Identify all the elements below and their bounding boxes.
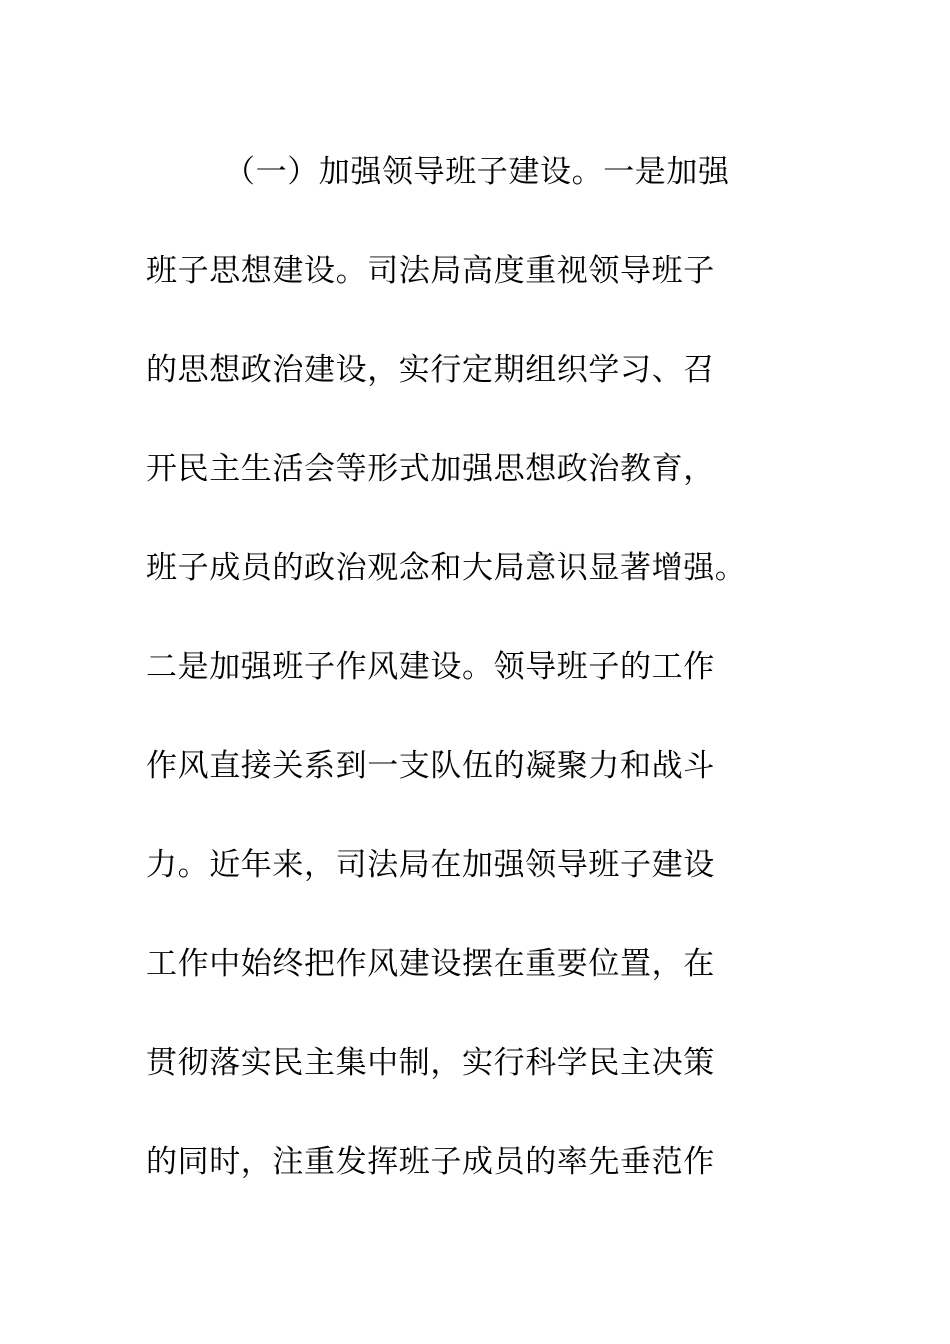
text-line: 作风直接关系到一支队伍的凝聚力和战斗 bbox=[146, 748, 715, 784]
text-line: 开民主生活会等形式加强思想政治教育， bbox=[146, 451, 715, 487]
text-line: 二是加强班子作风建设。领导班子的工作 bbox=[146, 649, 715, 685]
body-paragraph bbox=[146, 123, 806, 1212]
text-line: 的同时，注重发挥班子成员的率先垂范作 bbox=[146, 1144, 715, 1180]
text-line: 贯彻落实民主集中制，实行科学民主决策 bbox=[146, 1045, 715, 1081]
text-line: 的思想政治建设，实行定期组织学习、召 bbox=[146, 352, 715, 388]
text-line: （一）加强领导班子建设。一是加强 bbox=[224, 154, 730, 190]
text-line: 工作中始终把作风建设摆在重要位置，在 bbox=[146, 946, 715, 982]
text-line: 班子成员的政治观念和大局意识显著增强。 bbox=[146, 550, 747, 586]
text-line: 力。近年来，司法局在加强领导班子建设 bbox=[146, 847, 715, 883]
text-line: 班子思想建设。司法局高度重视领导班子 bbox=[146, 253, 715, 289]
